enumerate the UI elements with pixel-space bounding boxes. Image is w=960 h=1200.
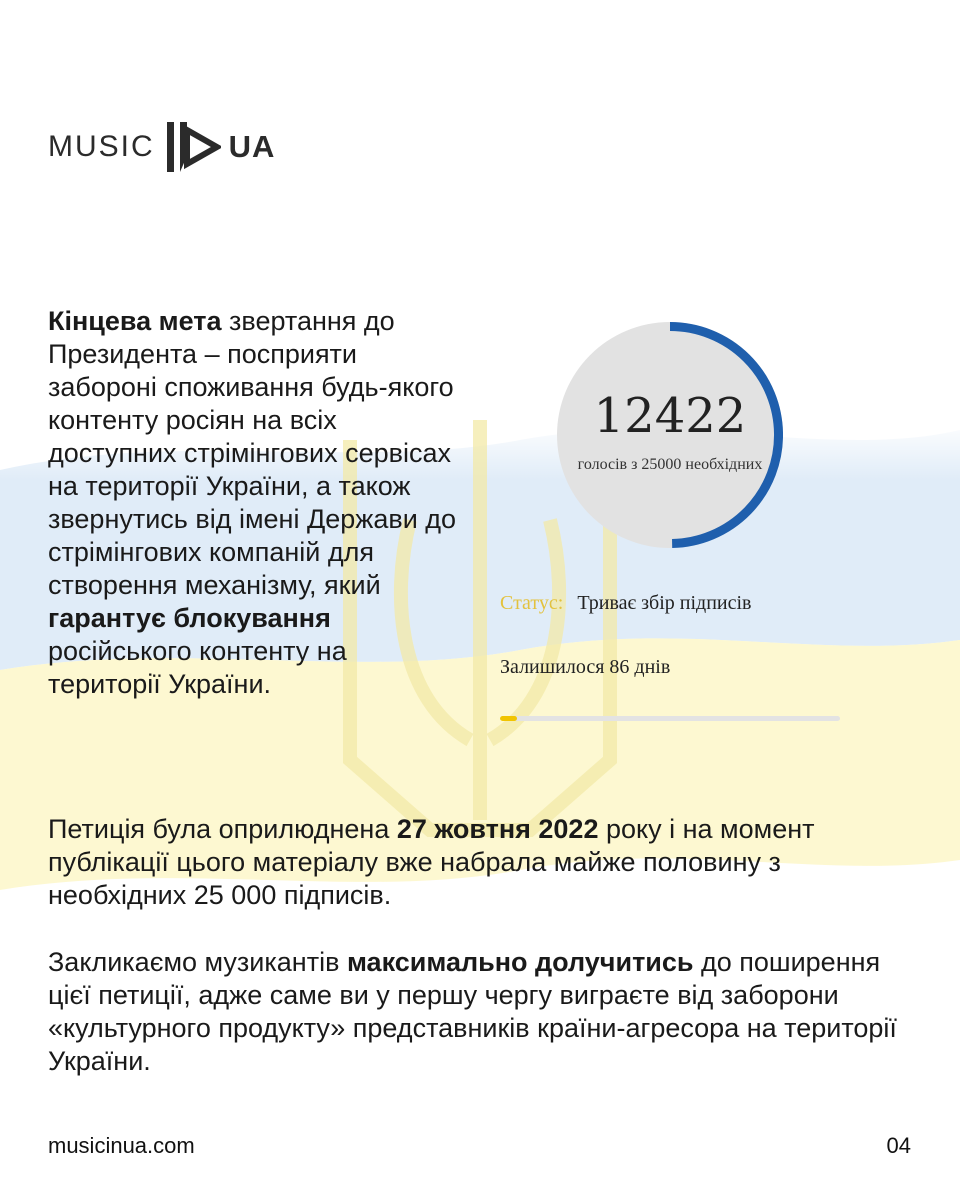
days-progress-fill xyxy=(500,716,517,721)
days-remaining: Залишилося 86 днів xyxy=(500,656,671,678)
status-label: Статус: xyxy=(500,592,564,614)
para2-text-1: Закликаємо музикантів xyxy=(48,947,347,977)
signature-count: 12422 xyxy=(593,388,747,444)
publication-paragraph xyxy=(48,813,918,912)
intro-text-1: звертання до Президента – посприяти забороні споживання будь-якого контенту росіян на всіх доступних стрімінгових сервісах на території України, а також звернутись від імені Держави до стрімінгових компаній для створення механізму, який xyxy=(48,306,457,600)
play-in-logo-icon xyxy=(165,120,221,174)
intro-strong-goal: Кінцева мета xyxy=(48,306,222,336)
para1-text-2: року і на момент публікації цього матеріалу вже набрала майже половину з необхідних 25 000 підписів. xyxy=(48,814,815,910)
petition-widget xyxy=(500,322,860,732)
intro-paragraph xyxy=(48,305,458,701)
signature-count-subtitle: голосів з 25000 необхідних xyxy=(577,456,763,473)
intro-strong-guarantee: гарантує блокування xyxy=(48,603,331,633)
page-number: 04 xyxy=(886,1133,911,1158)
para2-strong: максимально долучитись xyxy=(346,947,694,977)
music-in-ua-logo xyxy=(48,118,275,176)
para1-text-1: Петиція була оприлюднена xyxy=(48,814,397,844)
para1-strong-date: 27 жовтня 2022 xyxy=(396,814,599,844)
status-value: Триває збір підписів xyxy=(577,592,752,614)
intro-text-2: російського контенту на території України. xyxy=(48,636,347,699)
website-link[interactable]: musicinua.com xyxy=(48,1133,195,1158)
petition-status xyxy=(500,592,752,615)
para2-text-2: до поширення цієї петиції, адже саме ви у першу чергу виграєте від заборони «культурного продукту» представників країни-агресора на території України. xyxy=(48,947,897,1076)
logo-ua-text: UA xyxy=(228,129,276,164)
logo-music-text: MUSIC xyxy=(48,130,155,163)
call-to-action-paragraph xyxy=(48,946,918,1078)
days-progress-bar xyxy=(500,716,840,721)
